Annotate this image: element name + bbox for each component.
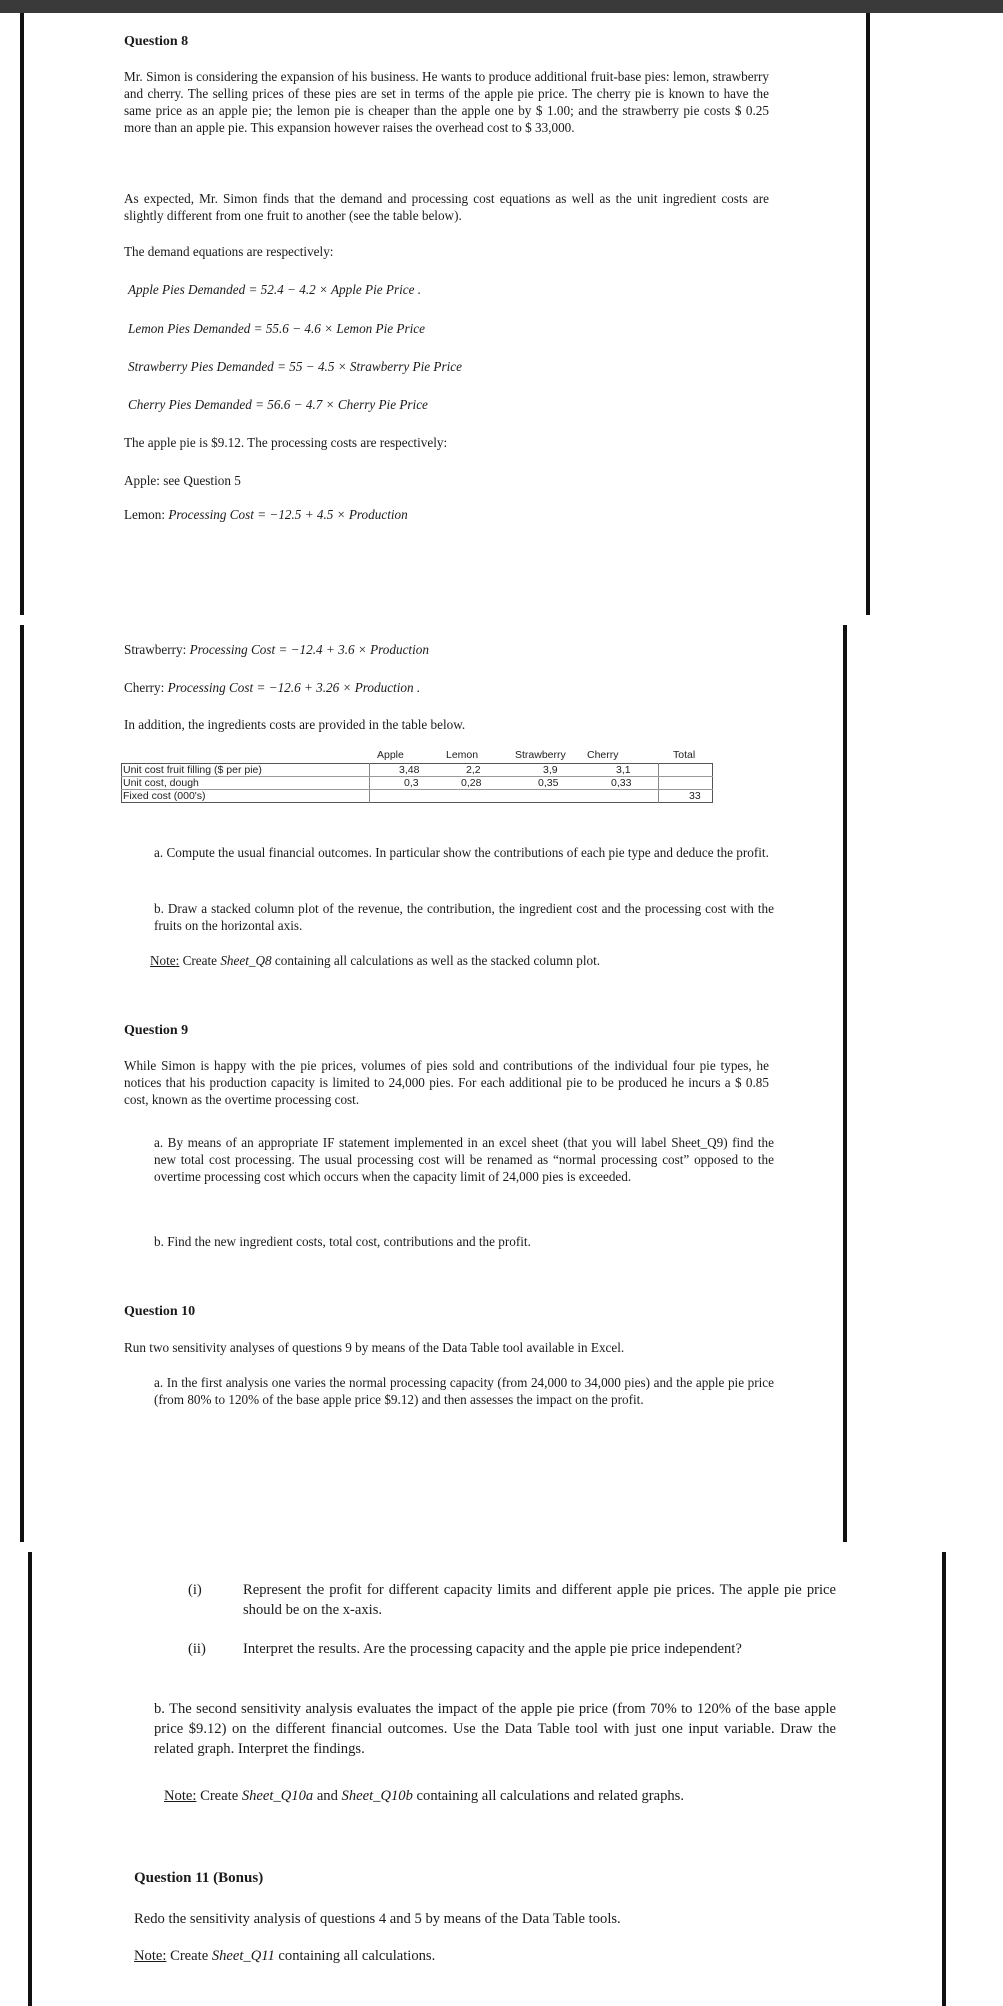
demand-intro: The demand equations are respectively: xyxy=(124,244,334,259)
cherry-cost-equation: Processing Cost = −12.6 + 3.26 × Production . xyxy=(167,680,421,695)
note-label: Note: xyxy=(134,1948,167,1964)
apple-cost-line: Apple: see Question 5 xyxy=(124,473,241,488)
cherry-cost-line xyxy=(124,679,420,696)
cell-value: 3,1 xyxy=(616,764,631,776)
q10-sub-i-number: (i) xyxy=(188,1582,202,1598)
strawberry-demand-equation: Strawberry Pies Demanded = 55 − 4.5 × Strawberry Pie Price xyxy=(128,359,462,374)
cell-value: 0,33 xyxy=(611,777,632,789)
lemon-demand-equation: Lemon Pies Demanded = 55.6 − 4.6 × Lemon Pie Price xyxy=(128,321,425,336)
cell-value: 3,9 xyxy=(543,764,558,776)
note-text: Create xyxy=(166,1948,212,1964)
cell-value: 0,3 xyxy=(404,777,419,789)
table-intro: In addition, the ingredients costs are provided in the table below. xyxy=(124,717,466,732)
row-label: Fixed cost (000's) xyxy=(123,790,206,802)
header-cherry: Cherry xyxy=(587,749,619,761)
header-lemon: Lemon xyxy=(446,749,479,761)
strawberry-label: Strawberry: xyxy=(124,642,187,657)
page-border-left xyxy=(20,13,24,615)
q10-intro: Run two sensitivity analyses of questions 9 by means of the Data Table tool available in Excel. xyxy=(124,1340,625,1355)
q9-paragraph: While Simon is happy with the pie prices, volumes of pies sold and contributions of the individual four pie types, he notices that his production capacity is limited to 24,000 pies. For each additional pie to be produced he incurs a $ 0.85 cost, known as the overtime processing cost. xyxy=(124,1058,769,1107)
header-strawberry: Strawberry xyxy=(515,749,566,761)
note-sheet-name: Sheet_Q11 xyxy=(211,1948,275,1964)
note-label: Note: xyxy=(150,953,180,968)
note-text: Create xyxy=(179,953,221,968)
note-text: containing all calculations as well as the stacked column plot. xyxy=(271,953,601,968)
strawberry-cost-line xyxy=(124,641,429,658)
strawberry-cost-equation: Processing Cost = −12.4 + 3.6 × Production xyxy=(189,642,429,657)
note-text: containing all calculations and related graphs. xyxy=(412,1788,684,1804)
q9-item-a: a. By means of an appropriate IF statement implemented in an excel sheet (that you will label Sheet_Q9) find the new total cost processing. The usual processing cost will be renamed as “normal processing cost” opposed to the overtime processing cost which occurs when the capacity limit of 24,000 pies is exceeded. xyxy=(154,1135,774,1184)
q10-sub-i: Represent the profit for different capacity limits and different apple pie prices. The apple pie price should be on the x-axis. xyxy=(243,1582,836,1618)
q8-item-a: a. Compute the usual financial outcomes. In particular show the contributions of each pie type and deduce the profit. xyxy=(154,845,769,860)
note-text: Create xyxy=(196,1788,242,1804)
cell-value: 2,2 xyxy=(466,764,481,776)
q10-sub-ii: Interpret the results. Are the processing capacity and the apple pie price independent? xyxy=(243,1641,742,1657)
table-row xyxy=(121,790,713,803)
page-border-right xyxy=(843,625,847,1542)
q8-title: Question 8 xyxy=(124,34,189,49)
top-dark-bar xyxy=(0,0,1003,13)
q11-note xyxy=(134,1946,435,1966)
page-border-right xyxy=(866,13,870,615)
note-text: and xyxy=(313,1788,342,1804)
q10-title: Question 10 xyxy=(124,1304,196,1319)
apple-price-line: The apple pie is $9.12. The processing costs are respectively: xyxy=(124,435,448,450)
page-border-left xyxy=(28,1552,32,2006)
cherry-demand-equation: Cherry Pies Demanded = 56.6 − 4.7 × Cherry Pie Price xyxy=(128,397,428,412)
lemon-cost-line xyxy=(124,506,408,523)
cell-value: 3,48 xyxy=(399,764,420,776)
lemon-label: Lemon: xyxy=(124,507,166,522)
note-sheet-name: Sheet_Q10b xyxy=(341,1788,413,1804)
page-border-right xyxy=(942,1552,946,2006)
apple-demand-equation: Apple Pies Demanded = 52.4 − 4.2 × Apple Pie Price . xyxy=(128,282,422,297)
total-fixed-cost: 33 xyxy=(689,790,701,802)
q10-sub-ii-number: (ii) xyxy=(188,1641,206,1657)
cell-value: 0,28 xyxy=(461,777,482,789)
header-apple: Apple xyxy=(377,749,404,761)
table-header-row xyxy=(121,749,713,763)
cell-value: 0,35 xyxy=(538,777,559,789)
q10-note xyxy=(164,1786,684,1806)
q8-paragraph-2: As expected, Mr. Simon finds that the demand and processing cost equations as well as the unit ingredient costs are slightly different from one fruit to another (see the table below). xyxy=(124,191,769,223)
row-label: Unit cost, dough xyxy=(123,777,199,789)
q11-title: Question 11 (Bonus) xyxy=(134,1870,264,1886)
note-sheet-name: Sheet_Q10a xyxy=(241,1788,314,1804)
note-text: containing all calculations. xyxy=(274,1948,436,1964)
q8-note xyxy=(150,952,600,969)
table-row xyxy=(121,764,713,777)
header-total: Total xyxy=(673,749,696,761)
q11-paragraph: Redo the sensitivity analysis of questions 4 and 5 by means of the Data Table tools. xyxy=(134,1911,621,1927)
lemon-cost-equation: Processing Cost = −12.5 + 4.5 × Production xyxy=(168,507,408,522)
table-row xyxy=(121,777,713,790)
q9-item-b: b. Find the new ingredient costs, total cost, contributions and the profit. xyxy=(154,1234,531,1249)
note-sheet-name: Sheet_Q8 xyxy=(220,953,272,968)
q10-item-b: b. The second sensitivity analysis evaluates the impact of the apple pie price (from 70% to 120% of the base apple price $9.12) on the different financial outcomes. Use the Data Table tool with just one input variable. Draw the related graph. Interpret the findings. xyxy=(154,1701,836,1757)
note-label: Note: xyxy=(164,1788,197,1804)
q9-title: Question 9 xyxy=(124,1023,189,1038)
cherry-label: Cherry: xyxy=(124,680,165,695)
q10-item-a: a. In the first analysis one varies the normal processing capacity (from 24,000 to 34,000 pies) and the apple pie price (from 80% to 120% of the base apple price $9.12) and then assesses the impact on the profit. xyxy=(154,1375,774,1407)
page-border-left xyxy=(20,625,24,1542)
row-label: Unit cost fruit filling ($ per pie) xyxy=(123,764,262,776)
q8-paragraph-1: Mr. Simon is considering the expansion of his business. He wants to produce additional fruit-base pies: lemon, strawberry and cherry. The selling prices of these pies are set in terms of the apple pie price. The cherry pie is known to have the same price as an apple pie; the lemon pie is cheaper than the apple one by $ 1.00; and the strawberry pie costs $ 0.25 more than an apple pie. This expansion however raises the overhead cost to $ 33,000. xyxy=(124,69,769,135)
q8-item-b: b. Draw a stacked column plot of the revenue, the contribution, the ingredient cost and the processing cost with the fruits on the horizontal axis. xyxy=(154,901,774,933)
